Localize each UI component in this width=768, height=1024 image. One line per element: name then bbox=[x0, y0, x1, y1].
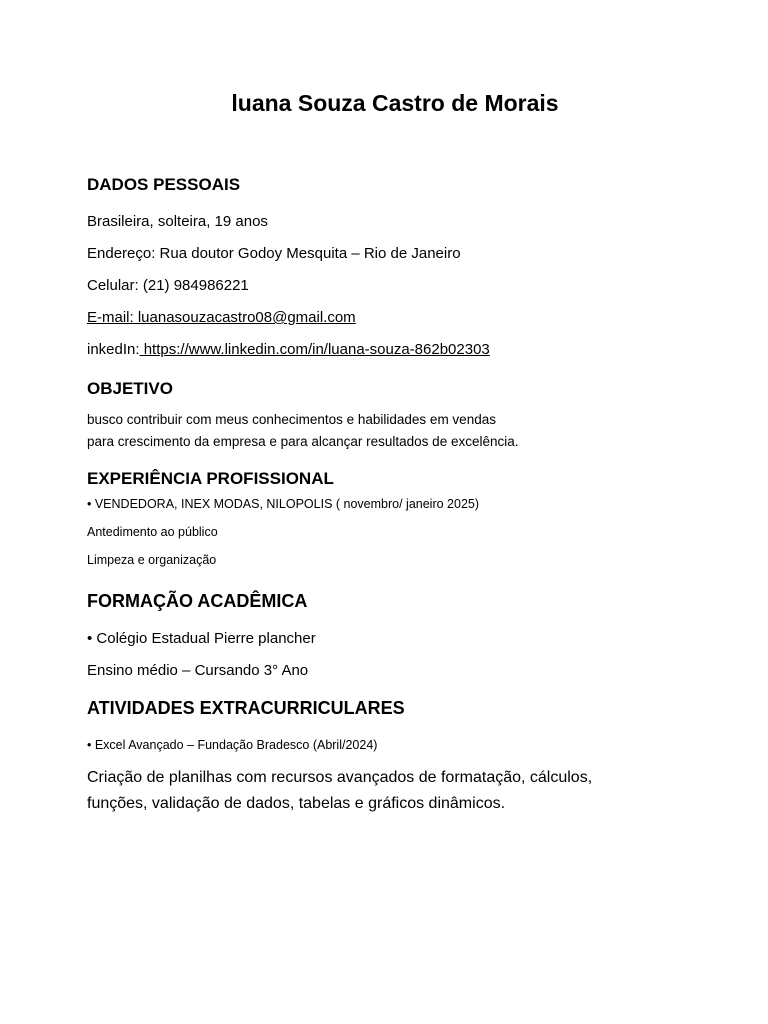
activity-item: • Excel Avançado – Fundação Bradesco (Abril/2024) bbox=[87, 738, 378, 752]
job-item: • VENDEDORA, INEX MODAS, NILOPOLIS ( novembro/ janeiro 2025) bbox=[87, 497, 480, 511]
linkedin-label: inkedIn: bbox=[87, 341, 140, 358]
section-heading-formacao: FORMAÇÃO ACADÊMICA bbox=[87, 591, 308, 611]
objective-line-1: busco contribuir com meus conhecimentos e habilidades em vendas bbox=[87, 412, 496, 427]
linkedin-line bbox=[87, 342, 490, 357]
activity-desc-1: Criação de planilhas com recursos avançados de formatação, cálculos, bbox=[87, 769, 593, 786]
personal-info: Brasileira, solteira, 19 anos bbox=[87, 213, 268, 230]
phone: Celular: (21) 984986221 bbox=[87, 277, 249, 294]
activity-desc-2: funções, validação de dados, tabelas e gráficos dinâmicos. bbox=[87, 795, 506, 812]
job-task-2: Limpeza e organização bbox=[87, 553, 217, 567]
address: Endereço: Rua doutor Godoy Mesquita – Rio de Janeiro bbox=[87, 245, 461, 262]
section-heading-experiencia: EXPERIÊNCIA PROFISSIONAL bbox=[87, 469, 334, 488]
page-title: luana Souza Castro de Morais bbox=[231, 90, 559, 116]
objective-line-2: para crescimento da empresa e para alcançar resultados de excelência. bbox=[87, 434, 519, 449]
section-heading-dados-pessoais: DADOS PESSOAIS bbox=[87, 175, 241, 194]
linkedin-link[interactable]: https://www.linkedin.com/in/luana-souza-862b02303 bbox=[139, 341, 490, 358]
education-item: • Colégio Estadual Pierre plancher bbox=[87, 630, 316, 647]
email-link[interactable]: E-mail: luanasouzacastro08@gmail.com bbox=[87, 309, 356, 326]
section-heading-objetivo: OBJETIVO bbox=[87, 379, 173, 398]
section-heading-atividades: ATIVIDADES EXTRACURRICULARES bbox=[87, 698, 405, 718]
job-task-1: Antedimento ao público bbox=[87, 525, 218, 539]
education-detail: Ensino médio – Cursando 3° Ano bbox=[87, 662, 309, 679]
